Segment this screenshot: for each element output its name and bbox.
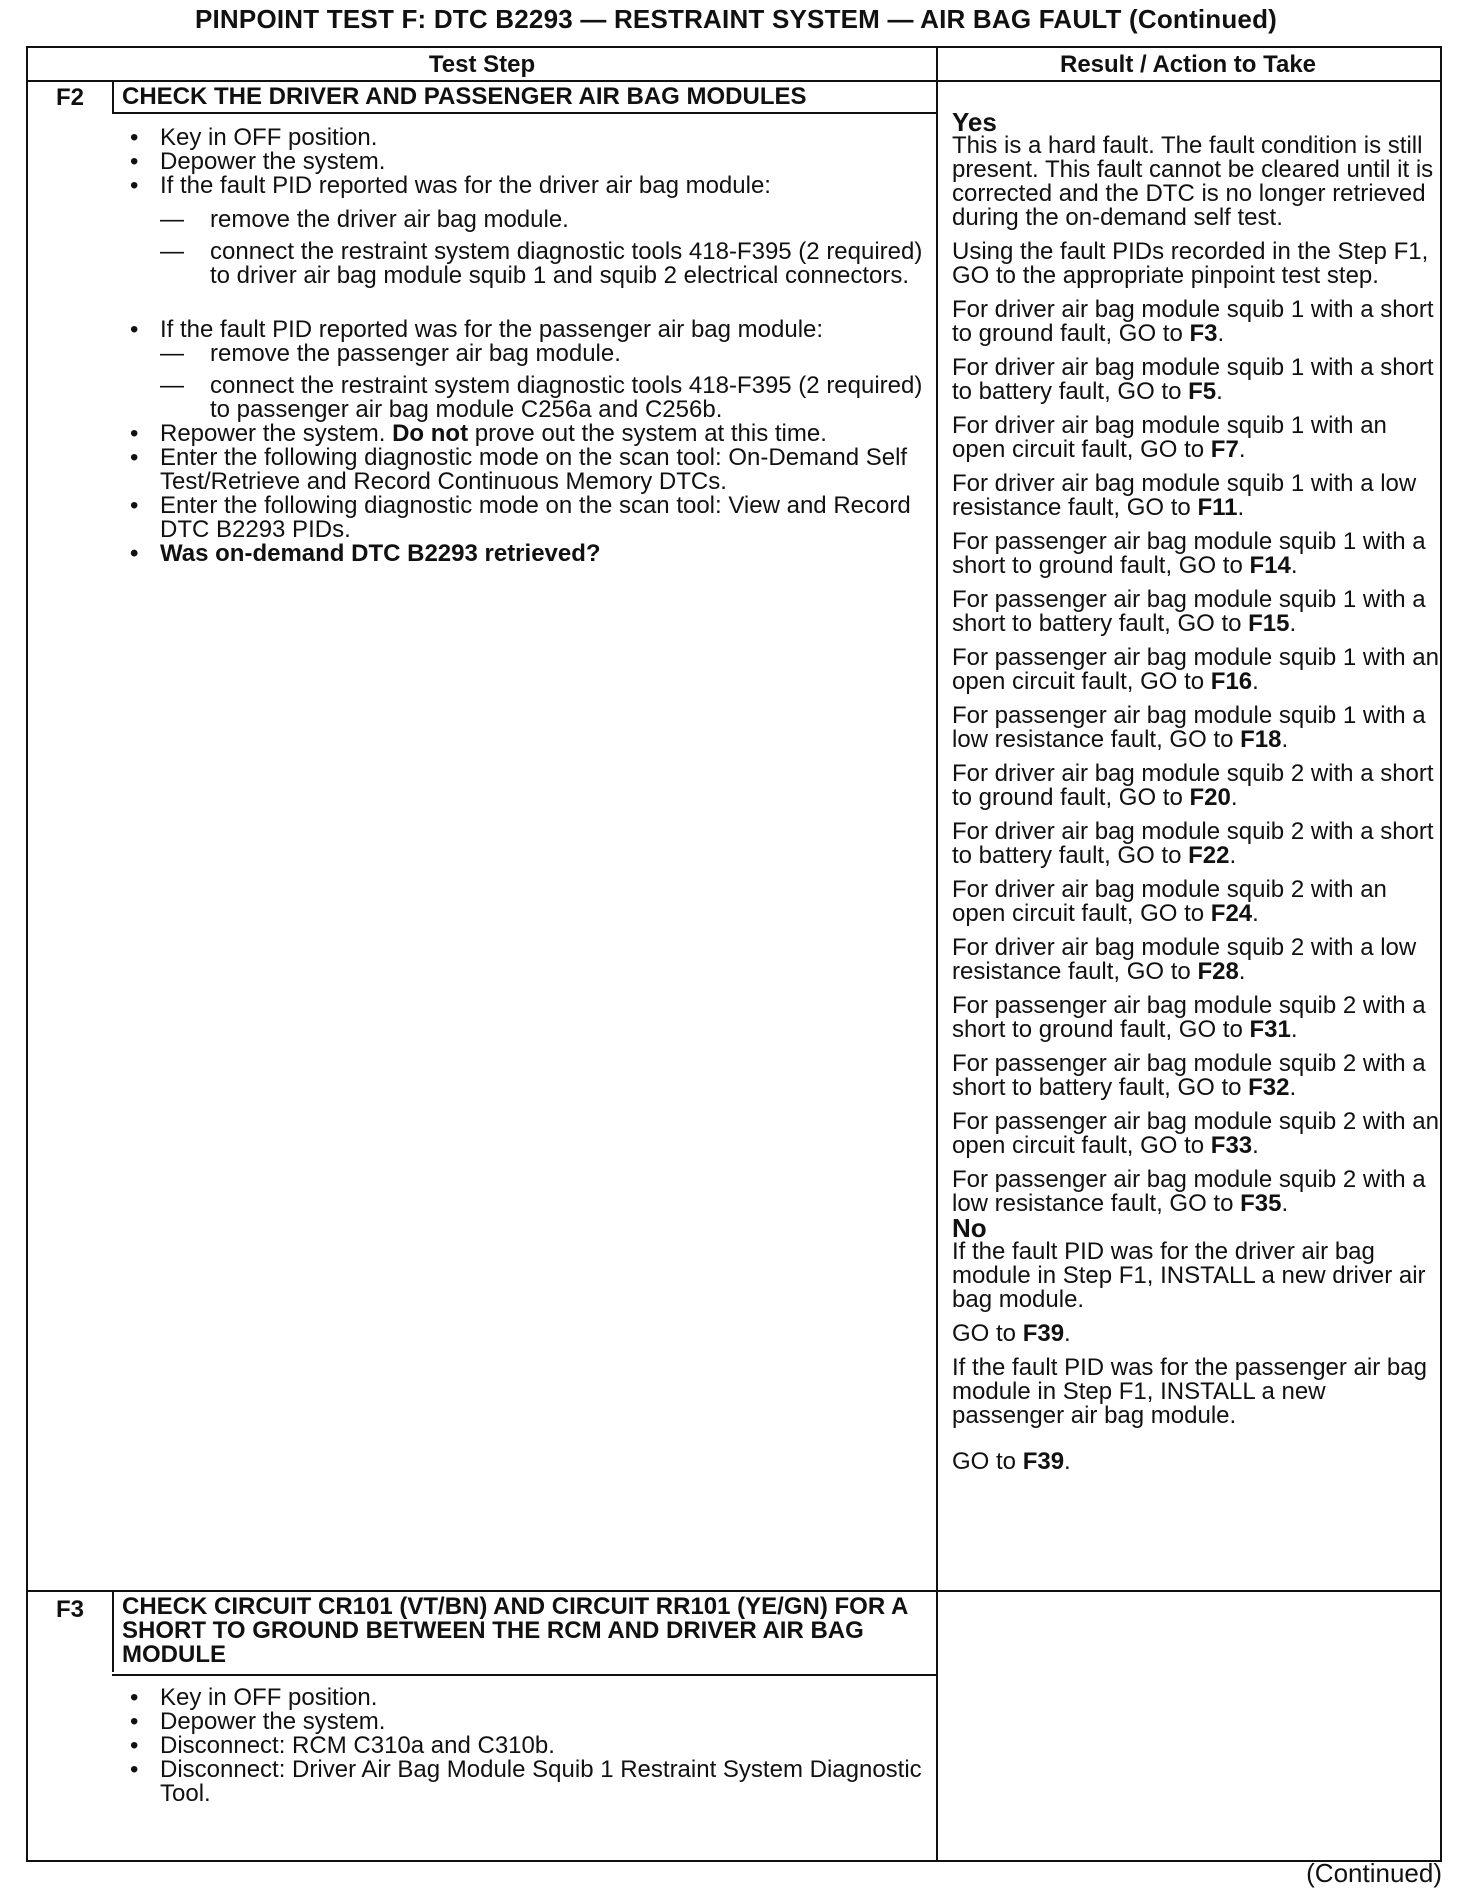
result-action-target[interactable]: F5 — [1188, 378, 1217, 405]
go-to-target-2[interactable]: F39 — [1022, 1448, 1065, 1475]
header-result: Result / Action to Take — [936, 48, 1440, 82]
result-action-item: For driver air bag module squib 1 with a short to ground fault, GO to F3. — [952, 296, 1434, 347]
f2-bullet-6: • Enter the following diagnostic mode on the scan tool: On-Demand Self Test/Retrieve and Record Continuous Memory DTCs. — [124, 446, 924, 494]
result-action-item: For passenger air bag module squib 1 with a short to ground fault, GO to F14. — [952, 528, 1426, 579]
result-action-target[interactable]: F11 — [1197, 494, 1238, 521]
step-id-f2: F2 — [55, 84, 84, 111]
result-action-text: For driver air bag module squib 1 with an open circuit fault, GO to — [952, 412, 1387, 463]
f2-bullet-5-text-a: Repower the system. — [160, 420, 393, 447]
step-title-f3: CHECK CIRCUIT CR101 (VT/BN) AND CIRCUIT RR101 (YE/GN) FOR A SHORT TO GROUND BETWEEN THE RCM AND DRIVER AIR BAG MODULE — [112, 1592, 936, 1676]
continued-note: (Continued) — [1306, 1858, 1442, 1888]
result-action-text: For passenger air bag module squib 2 with a short to ground fault, GO to — [952, 992, 1426, 1043]
result-action-target[interactable]: F14 — [1249, 552, 1291, 579]
result-no-label: No — [952, 1213, 987, 1243]
result-action-item: For passenger air bag module squib 1 with a short to battery fault, GO to F15. — [952, 586, 1426, 637]
result-action-target[interactable]: F3 — [1189, 320, 1218, 347]
result-no-text-1: If the fault PID was for the driver air bag module in Step F1, INSTALL a new driver air bag module. — [952, 1238, 1426, 1313]
result-yes-label: Yes — [952, 107, 997, 137]
go-to-target-1[interactable]: F39 — [1022, 1320, 1065, 1347]
result-action-target[interactable]: F33 — [1210, 1132, 1253, 1159]
result-no-text-2: If the fault PID was for the passenger air bag module in Step F1, INSTALL a new passenger air bag module. — [952, 1354, 1427, 1429]
result-action-text: For driver air bag module squib 2 with a short to ground fault, GO to — [952, 760, 1434, 811]
result-action-text: For passenger air bag module squib 2 with a low resistance fault, GO to — [952, 1166, 1426, 1217]
result-action-text: For driver air bag module squib 1 with a short to ground fault, GO to — [952, 296, 1434, 347]
step-title-f2: CHECK THE DRIVER AND PASSENGER AIR BAG MODULES — [112, 82, 936, 114]
result-yes-text: This is a hard fault. The fault condition is still present. This fault cannot be cleared until it is corrected and the DTC is no longer retrieved during the on-demand self test. — [952, 132, 1434, 231]
step-body-f3 — [124, 1686, 924, 1806]
result-action-text: For driver air bag module squib 2 with a low resistance fault, GO to — [952, 934, 1417, 985]
pinpoint-test-table — [26, 46, 1442, 1862]
result-action-item: For driver air bag module squib 2 with a short to battery fault, GO to F22. — [952, 818, 1434, 869]
f2-bullet-3-text: If the fault PID reported was for the driver air bag module: — [160, 172, 771, 199]
f2-bullet-7: • Enter the following diagnostic mode on the scan tool: View and Record DTC B2293 PIDs. — [124, 494, 924, 542]
f3-bullet-1: • Key in OFF position. — [124, 1686, 924, 1710]
f3-bullet-2: • Depower the system. — [124, 1710, 924, 1734]
page-title: PINPOINT TEST F: DTC B2293 — RESTRAINT SYSTEM — AIR BAG FAULT (Continued) — [194, 4, 1278, 34]
result-action-target[interactable]: F35 — [1240, 1190, 1282, 1217]
result-action-text: For driver air bag module squib 1 with a short to battery fault, GO to — [952, 354, 1434, 405]
result-action-text: For passenger air bag module squib 1 with an open circuit fault, GO to — [952, 644, 1439, 695]
go-to-text-2: GO to — [952, 1448, 1023, 1475]
result-action-item: For driver air bag module squib 1 with a short to battery fault, GO to F5. — [952, 354, 1434, 405]
f2-bullet-4-text: If the fault PID reported was for the passenger air bag module: — [160, 316, 824, 343]
result-action-target[interactable]: F22 — [1188, 842, 1230, 869]
f3-bullet-3: • Disconnect: RCM C310a and C310b. — [124, 1734, 924, 1758]
result-action-list — [952, 298, 1442, 1216]
column-divider — [936, 48, 938, 1860]
f2-bullet-8-question: • Was on-demand DTC B2293 retrieved? — [124, 542, 924, 566]
result-action-item: For passenger air bag module squib 2 with a short to ground fault, GO to F31. — [952, 992, 1426, 1043]
header-test-step: Test Step — [28, 48, 936, 82]
result-action-target[interactable]: F32 — [1248, 1074, 1290, 1101]
f2-bullet-1: • Key in OFF position. — [124, 126, 924, 150]
result-action-target[interactable]: F28 — [1197, 958, 1239, 985]
result-yes-text-2: Using the fault PIDs recorded in the Step F1, GO to the appropriate pinpoint test step. — [952, 238, 1429, 289]
result-action-text: For passenger air bag module squib 1 with a low resistance fault, GO to — [952, 702, 1426, 753]
f2-bullet-5-emphasis: Do not — [392, 420, 469, 447]
result-action-target[interactable]: F15 — [1248, 610, 1290, 637]
result-action-text: For passenger air bag module squib 2 with an open circuit fault, GO to — [952, 1108, 1439, 1159]
result-action-item: For driver air bag module squib 1 with an open circuit fault, GO to F7. — [952, 412, 1387, 463]
result-go-to-1: GO to F39. — [952, 1320, 1071, 1347]
f3-bullet-4: • Disconnect: Driver Air Bag Module Squib 1 Restraint System Diagnostic Tool. — [124, 1758, 924, 1806]
result-action-target[interactable]: F16 — [1210, 668, 1253, 695]
result-action-item: For passenger air bag module squib 2 with an open circuit fault, GO to F33. — [952, 1108, 1439, 1159]
result-go-to-2: GO to F39. — [952, 1448, 1071, 1475]
step-id-f3: F3 — [55, 1596, 84, 1623]
go-to-text-1: GO to — [952, 1320, 1023, 1347]
f2-bullet-5-text-c: prove out the system at this time. — [468, 420, 827, 447]
f2-bullet-2: • Depower the system. — [124, 150, 924, 174]
f2-bullet-5 — [124, 422, 924, 446]
result-action-item: For passenger air bag module squib 2 with a short to battery fault, GO to F32. — [952, 1050, 1426, 1101]
result-action-text: For passenger air bag module squib 1 with a short to ground fault, GO to — [952, 528, 1426, 579]
result-action-item: For driver air bag module squib 2 with a short to ground fault, GO to F20. — [952, 760, 1434, 811]
result-action-target[interactable]: F7 — [1210, 436, 1239, 463]
step-body-f2 — [124, 126, 924, 566]
result-action-text: For driver air bag module squib 2 with a short to battery fault, GO to — [952, 818, 1434, 869]
f2-bullet-4 — [124, 318, 924, 422]
result-action-target[interactable]: F18 — [1240, 726, 1282, 753]
result-action-item: For passenger air bag module squib 1 with a low resistance fault, GO to F18. — [952, 702, 1426, 753]
result-action-item: For driver air bag module squib 1 with a low resistance fault, GO to F11. — [952, 470, 1417, 521]
f2-dash-1: — remove the driver air bag module. — [160, 208, 924, 232]
result-action-target[interactable]: F24 — [1210, 900, 1253, 927]
f2-dash-4: — connect the restraint system diagnostic tools 418-F395 (2 required) to passenger air bag module C256a and C256b. — [160, 374, 924, 422]
f2-bullet-3 — [124, 174, 924, 288]
result-action-item: For driver air bag module squib 2 with an open circuit fault, GO to F24. — [952, 876, 1387, 927]
f2-dash-3: — remove the passenger air bag module. — [160, 342, 924, 366]
result-action-text: For passenger air bag module squib 2 with a short to battery fault, GO to — [952, 1050, 1426, 1101]
result-action-text: For passenger air bag module squib 1 with a short to battery fault, GO to — [952, 586, 1426, 637]
f2-dash-2: — connect the restraint system diagnostic tools 418-F395 (2 required) to driver air bag module squib 1 and squib 2 electrical connectors. — [160, 240, 924, 288]
result-action-item: For passenger air bag module squib 2 with a low resistance fault, GO to F35. — [952, 1166, 1426, 1217]
result-action-target[interactable]: F20 — [1189, 784, 1231, 811]
result-f2 — [952, 107, 1442, 1484]
result-action-text: For driver air bag module squib 1 with a low resistance fault, GO to — [952, 470, 1417, 521]
result-action-target[interactable]: F31 — [1249, 1016, 1291, 1043]
result-action-item: For driver air bag module squib 2 with a low resistance fault, GO to F28. — [952, 934, 1417, 985]
result-action-item: For passenger air bag module squib 1 with an open circuit fault, GO to F16. — [952, 644, 1439, 695]
result-action-text: For driver air bag module squib 2 with an open circuit fault, GO to — [952, 876, 1387, 927]
